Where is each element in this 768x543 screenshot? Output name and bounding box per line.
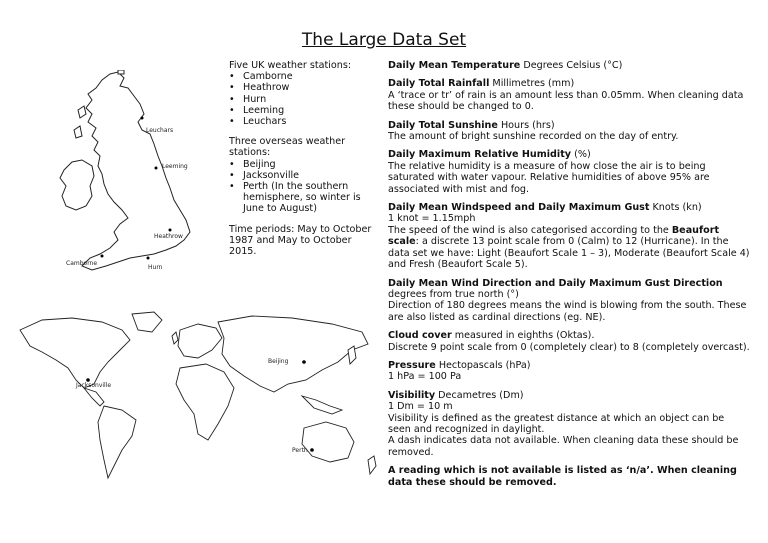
definition-unit: degrees from true north (°)	[388, 288, 519, 300]
island-outline	[118, 70, 124, 74]
list-item: • Hurn	[229, 94, 374, 105]
hurn-label: Hurn	[148, 264, 163, 271]
definition-text: Direction of 180 degrees means the wind is blowing from the south. These are also listed as cardinal directions (eg. NE).	[388, 300, 747, 323]
overseas-stations-list	[229, 159, 374, 215]
definition-cloud	[388, 330, 750, 353]
list-item: • Heathrow	[229, 82, 374, 93]
new-zealand-outline	[368, 456, 376, 474]
definition-text: The relative humidity is a measure of how close the air is to being saturated with water vapour. Relative humidities of above 95% are associated with mist and fog.	[388, 160, 710, 195]
definition-windspeed	[388, 202, 750, 270]
list-item: • Camborne	[229, 71, 374, 82]
great-britain-outline	[82, 72, 190, 270]
definition-text: A ‘trace or tr’ of rain is an amount less than 0.05mm. When cleaning data these should be changed to 0.	[388, 89, 744, 113]
definition-pressure	[388, 360, 750, 383]
ireland-outline	[60, 160, 94, 210]
central-america-outline	[84, 388, 104, 406]
africa-outline	[176, 364, 234, 440]
uk-stations-list	[229, 71, 374, 127]
definition-unit: Hours (hrs)	[497, 119, 555, 131]
definition-text-part: The speed of the wind is also categorised according to the	[388, 224, 672, 236]
list-item: • Perth (In the southern hemisphere, so winter is June to August)	[229, 181, 374, 215]
definition-conversion: 1 hPa = 100 Pa	[388, 371, 462, 383]
list-item: • Leuchars	[229, 116, 374, 127]
overseas-stations-intro: Three overseas weather stations:	[229, 136, 346, 159]
definition-text: Visibility is defined as the greatest distance at which an object can be seen and recognized in daylight.	[388, 412, 725, 435]
definition-heading: Daily Total Sunshine	[388, 119, 498, 131]
definition-temperature	[388, 60, 750, 71]
camborne-label: Camborne	[66, 260, 98, 267]
page-title: The Large Data Set	[301, 30, 467, 50]
world-map	[12, 310, 382, 490]
definition-unit: (%)	[571, 149, 591, 161]
definitions-column	[388, 60, 750, 495]
definition-unit: Millimetres (mm)	[489, 78, 575, 90]
jacksonville-label: Jacksonville	[76, 382, 112, 389]
heathrow-label: Heathrow	[154, 233, 183, 240]
definition-unit: Knots (kn)	[649, 202, 702, 214]
definition-text	[388, 225, 750, 271]
australia-outline	[302, 422, 354, 462]
island-outline	[74, 126, 82, 138]
definition-rainfall	[388, 78, 750, 112]
beijing-label: Beijing	[268, 358, 289, 365]
definition-visibility	[388, 390, 750, 458]
south-america-outline	[98, 406, 136, 478]
uk-stations-intro: Five UK weather stations:	[229, 60, 352, 71]
europe-outline	[178, 324, 222, 358]
island-outline	[78, 106, 86, 118]
definition-unit: Degrees Celsius (°C)	[520, 60, 623, 71]
definition-heading: Daily Mean Temperature	[388, 60, 521, 71]
beaufort-scale-term: Beaufort scale	[388, 224, 720, 248]
time-periods: Time periods: May to October 1987 and May to October 2015.	[229, 223, 372, 258]
definition-text: The amount of bright sunshine recorded on the day of entry.	[388, 131, 679, 143]
definition-heading: Daily Total Rainfall	[388, 78, 490, 90]
leeming-label: Leeming	[162, 163, 188, 170]
definition-conversion: 1 knot = 1.15mph	[388, 213, 476, 225]
definition-humidity	[388, 149, 750, 195]
north-america-outline	[20, 318, 130, 388]
definition-text-part: : a discrete 13 point scale from 0 (Calm) to 12 (Hurricane). In the data set we have: Light (Beaufort Scale 1 – 3), Moderate (Beaufort Scale 4) and Fresh (Beaufort Scale 5).	[388, 236, 750, 271]
definition-heading: Daily Mean Windspeed and Daily Maximum Gust	[388, 202, 650, 214]
stations-column	[229, 60, 374, 266]
greenland-outline	[132, 312, 162, 332]
na-note-text: A reading which is not available is listed as ‘n/a’. When cleaning data these should be removed.	[388, 465, 737, 488]
definition-heading: Pressure	[388, 359, 436, 371]
definition-heading: Visibility	[388, 389, 436, 401]
definition-unit: measured in eighths (Oktas).	[451, 330, 595, 342]
perth-label: Perth	[292, 447, 308, 454]
definition-direction	[388, 278, 750, 324]
definition-unit: Decametres (Dm)	[435, 389, 524, 401]
uk-outline	[172, 332, 178, 344]
definition-conversion: 1 Dm = 10 m	[388, 401, 453, 413]
na-note	[388, 465, 750, 488]
southeast-asia-outline	[302, 396, 342, 414]
japan-outline	[348, 346, 356, 364]
definition-text: Discrete 9 point scale from 0 (completely clear) to 8 (completely overcast).	[388, 341, 750, 353]
definition-unit: Hectopascals (hPa)	[435, 359, 531, 371]
definition-sunshine	[388, 120, 750, 143]
definition-text: A dash indicates data not available. When cleaning data these should be removed.	[388, 435, 739, 458]
definition-heading: Cloud cover	[388, 330, 452, 342]
definition-heading: Daily Mean Wind Direction and Daily Maximum Gust Direction	[388, 277, 723, 289]
list-item: • Jacksonville	[229, 170, 374, 181]
asia-outline	[218, 316, 368, 392]
definition-heading: Daily Maximum Relative Humidity	[388, 149, 572, 161]
list-item: • Beijing	[229, 159, 374, 170]
list-item: • Leeming	[229, 105, 374, 116]
leuchars-label: Leuchars	[146, 127, 174, 134]
uk-map	[58, 70, 198, 280]
